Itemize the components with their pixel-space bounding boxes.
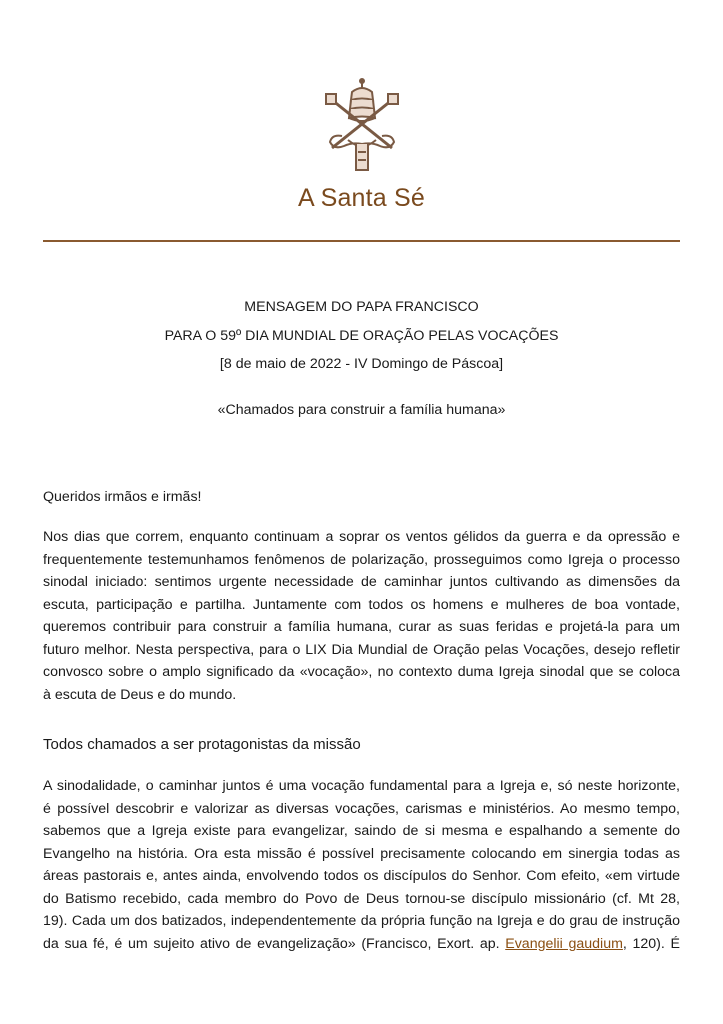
holy-see-emblem-icon bbox=[318, 78, 406, 174]
section-heading: Todos chamados a ser protagonistas da missão bbox=[43, 736, 361, 753]
text-line: 19). Cada um dos batizados, independentemente da própria função na Igreja e do grau de instrução bbox=[43, 913, 680, 929]
text-line: frequentemente testemunhamos fenômenos de polarização, prosseguimos como Igreja o processo bbox=[43, 551, 680, 568]
text-line: A sinodalidade, o caminhar juntos é uma vocação fundamental para a Igreja e, só neste horizonte, bbox=[43, 778, 680, 794]
site-title[interactable]: A Santa Sé bbox=[297, 184, 426, 212]
message-occasion: PARA O 59º DIA MUNDIAL DE ORAÇÃO PELAS VOCAÇÕES bbox=[164, 328, 559, 344]
text-line-with-link bbox=[43, 933, 680, 956]
greeting: Queridos irmãos e irmãs! bbox=[43, 489, 202, 505]
message-date: [8 de maio de 2022 - IV Domingo de Páscoa] bbox=[219, 356, 504, 372]
text-line: do Batismo recebido, cada membro do Povo de Deus tornou-se discípulo missionário (cf. Mt 28, bbox=[43, 890, 680, 907]
text-line: futuro melhor. Nesta perspectiva, para o LIX Dia Mundial de Oração pelas Vocações, desejo refletir bbox=[43, 641, 680, 658]
text-line: áreas pastorais e, antes ainda, envolvendo todos os discípulos do Senhor. Com efeito, «em virtude bbox=[43, 868, 680, 884]
citation-text: da sua fé, é um sujeito ativo de evangelização» (Francisco, Exort. ap. bbox=[43, 935, 506, 952]
paragraph-2 bbox=[43, 775, 680, 955]
citation-tail: , 120). É bbox=[622, 935, 680, 952]
text-line: à escuta de Deus e do mundo. bbox=[43, 686, 237, 703]
text-line: escuta, participação e partilha. Juntamente com todos os homens e mulheres de boa vontade, bbox=[43, 596, 680, 613]
text-line: convosco sobre o amplo significado da «vocação», no contexto duma Igreja sinodal que se coloca bbox=[43, 664, 680, 680]
text-line: Nos dias que correm, enquanto continuam a soprar os ventos gélidos da guerra e da opressão e bbox=[43, 529, 680, 545]
text-line: Evangelho na história. Ora esta missão é possível precisamente colocando em sinergia todas as bbox=[43, 845, 680, 862]
message-subtitle: «Chamados para construir a família humana» bbox=[217, 402, 506, 418]
paragraph-1 bbox=[43, 526, 680, 706]
text-line: sinodal iniciado: sentimos urgente necessidade de caminhar juntos cultivando as dimensões da bbox=[43, 574, 680, 590]
text-line: é possível descobrir e valorizar as diversas vocações, carismas e ministérios. Ao mesmo tempo, bbox=[43, 800, 680, 817]
text-line: sabemos que a Igreja existe para evangelizar, saindo de si mesma e espalhando a semente do bbox=[43, 823, 680, 839]
header-divider bbox=[43, 240, 680, 242]
evangelii-gaudium-link[interactable]: Evangelii gaudium bbox=[505, 935, 623, 952]
message-heading: MENSAGEM DO PAPA FRANCISCO bbox=[244, 299, 479, 315]
text-line: queremos contribuir para construir a família humana, curar as suas feridas e projetá-la para um bbox=[43, 619, 680, 635]
